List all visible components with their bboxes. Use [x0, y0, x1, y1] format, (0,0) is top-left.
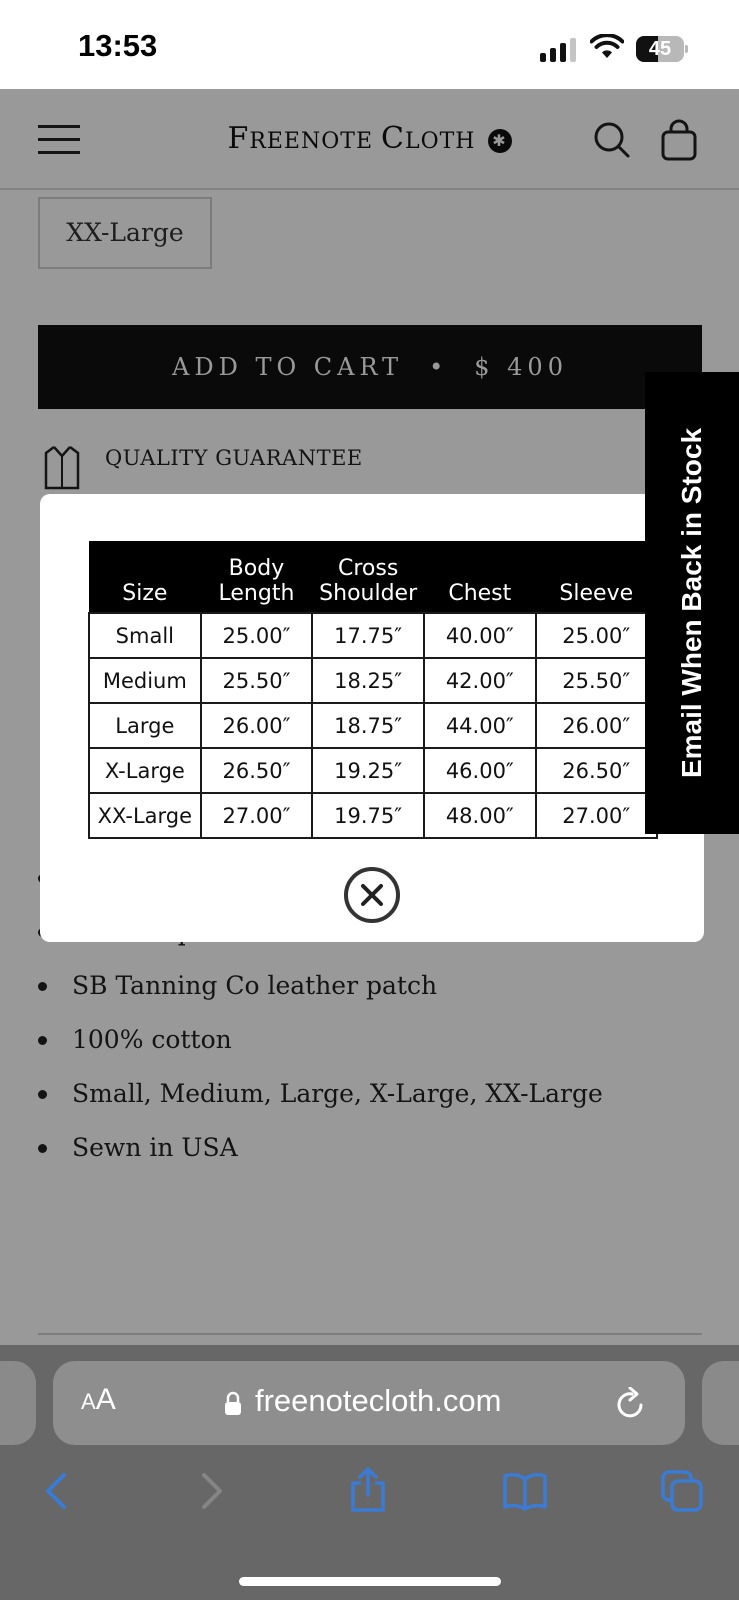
bookmarks-icon[interactable]	[502, 1471, 548, 1511]
url-text: freenotecloth.com	[255, 1383, 502, 1418]
measurement-cell: 27.00″	[536, 793, 657, 838]
logo-word-cloth: LOTH	[404, 129, 476, 154]
home-indicator	[239, 1577, 501, 1586]
browser-toolbar	[0, 1345, 739, 1600]
battery-percent: 45	[648, 38, 672, 60]
size-option-xx-large[interactable]: XX-Large	[38, 197, 212, 269]
size-name-cell: XX-Large	[89, 793, 201, 838]
measurement-cell: 42.00″	[424, 658, 535, 703]
size-name-cell: X-Large	[89, 748, 201, 793]
measurement-cell: 40.00″	[424, 613, 535, 658]
measurement-cell: 18.25″	[312, 658, 424, 703]
back-icon[interactable]	[40, 1471, 70, 1511]
size-name-cell: Large	[89, 703, 201, 748]
measurement-cell: 27.00″	[201, 793, 313, 838]
measurement-cell: 26.50″	[536, 748, 657, 793]
measurement-cell: 44.00″	[424, 703, 535, 748]
text-size-large-a: A	[95, 1383, 116, 1416]
size-chart-header-row	[89, 541, 657, 613]
table-row	[89, 613, 657, 658]
size-chart-column-header	[424, 541, 535, 613]
list-item: Sewn in USA	[38, 1129, 698, 1183]
add-to-cart-label: ADD TO CART	[172, 353, 404, 381]
text-size-button[interactable]	[81, 1383, 116, 1417]
close-icon	[360, 883, 384, 907]
email-back-in-stock-label: Email When Back in Stock	[676, 427, 707, 779]
size-chart-column-header	[89, 541, 201, 613]
logo-mark-icon: ✱	[488, 129, 512, 153]
size-chart-header-line: Sleeve	[559, 581, 634, 606]
size-name-cell: Medium	[89, 658, 201, 703]
measurement-cell: 26.50″	[201, 748, 313, 793]
close-modal-button[interactable]	[344, 867, 400, 923]
measurement-cell: 19.25″	[312, 748, 424, 793]
table-row	[89, 748, 657, 793]
previous-tab-preview[interactable]	[0, 1361, 36, 1445]
text-size-small-a: A	[81, 1389, 96, 1414]
measurement-cell: 19.75″	[312, 793, 424, 838]
table-row	[89, 658, 657, 703]
size-chart-column-header	[201, 541, 313, 613]
status-bar	[0, 0, 739, 89]
logo-initial-f: F	[227, 121, 250, 156]
tabs-icon[interactable]	[660, 1469, 704, 1513]
share-icon[interactable]	[348, 1467, 388, 1513]
measurement-cell: 17.75″	[312, 613, 424, 658]
size-chart-header-line: Cross	[337, 556, 399, 581]
measurement-cell: 26.00″	[536, 703, 657, 748]
size-chart-table	[88, 541, 658, 839]
measurement-cell: 46.00″	[424, 748, 535, 793]
quality-guarantee-label: QUALITY GUARANTEE	[105, 446, 363, 470]
size-chart-header-line: Size	[122, 581, 168, 606]
size-chart-header-line: Length	[218, 581, 295, 606]
measurement-cell: 26.00″	[201, 703, 313, 748]
status-time: 13:53	[78, 28, 158, 63]
list-item: 100% cotton	[38, 1021, 698, 1075]
size-name-cell: Small	[89, 613, 201, 658]
measurement-cell: 25.50″	[201, 658, 313, 703]
measurement-cell: 25.50″	[536, 658, 657, 703]
table-row	[89, 793, 657, 838]
logo-initial-c: C	[381, 121, 405, 156]
measurement-cell: 25.00″	[201, 613, 313, 658]
measurement-cell: 48.00″	[424, 793, 535, 838]
battery-indicator	[636, 36, 688, 62]
list-item: Small, Medium, Large, X-Large, XX-Large	[38, 1075, 698, 1129]
measurement-cell: 25.00″	[536, 613, 657, 658]
add-to-cart-separator: •	[429, 353, 449, 381]
next-tab-preview[interactable]	[702, 1361, 739, 1445]
measurement-cell: 18.75″	[312, 703, 424, 748]
size-chart-header-line: Body	[228, 556, 285, 581]
list-item: SB Tanning Co leather patch	[38, 967, 698, 1021]
logo-word-freenote: REENOTE	[249, 129, 374, 154]
table-row	[89, 703, 657, 748]
price-label: $ 400	[474, 353, 568, 381]
cellular-signal-icon	[540, 38, 578, 62]
email-back-in-stock-tab[interactable]	[645, 372, 739, 834]
size-chart-header-line: Chest	[448, 581, 512, 606]
wifi-icon	[590, 34, 624, 60]
lock-icon	[223, 1391, 243, 1417]
address-bar[interactable]	[53, 1361, 685, 1445]
size-chart-column-header	[536, 541, 657, 613]
reload-icon[interactable]	[615, 1387, 647, 1421]
size-chart-header-line: Shoulder	[319, 581, 418, 606]
forward-icon[interactable]	[198, 1471, 228, 1511]
size-chart-column-header	[312, 541, 424, 613]
